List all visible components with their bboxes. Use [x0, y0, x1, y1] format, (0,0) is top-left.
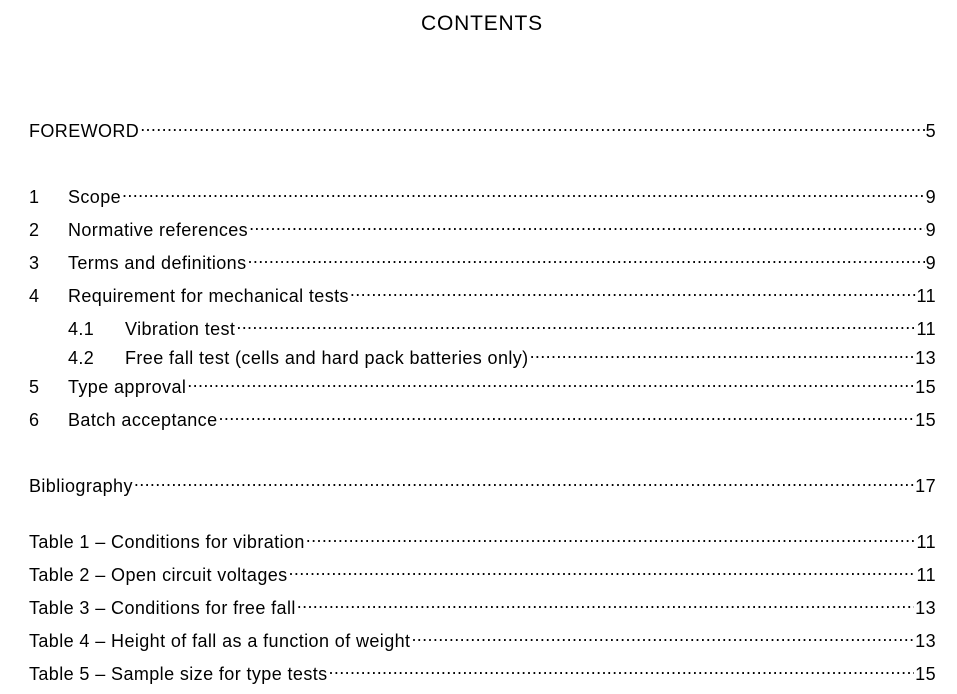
toc-label: Requirement for mechanical tests	[68, 286, 349, 306]
toc-label: Terms and definitions	[68, 253, 247, 273]
toc-entry-foreword[interactable]	[29, 113, 936, 141]
toc-page-number: 13	[915, 631, 936, 651]
toc-page-number: 11	[916, 565, 936, 585]
toc-label: Table 5 – Sample size for type tests	[29, 664, 328, 684]
section-number: 4	[29, 286, 40, 306]
toc-entry-subsection[interactable]	[68, 311, 936, 339]
section-number: 5	[29, 377, 40, 397]
toc-label: Normative references	[68, 220, 249, 240]
toc-entry-section[interactable]	[29, 278, 936, 306]
dot-leader	[140, 113, 924, 137]
dot-leader	[219, 402, 915, 426]
toc-page-number: 11	[916, 286, 936, 306]
toc-page-number: 13	[915, 348, 936, 368]
toc-label: Table 2 – Open circuit voltages	[29, 565, 288, 585]
toc-entry-table[interactable]	[29, 590, 936, 618]
toc-page-number: 5	[925, 121, 936, 141]
toc-page-number: 15	[915, 664, 936, 684]
toc-label: Table 4 – Height of fall as a function of weight	[29, 631, 411, 651]
toc-entry-section[interactable]	[29, 212, 936, 240]
dot-leader	[530, 340, 915, 364]
section-number: 3	[29, 253, 40, 273]
section-number: 4.1	[68, 319, 95, 339]
toc-page-number: 11	[916, 532, 936, 552]
dot-leader	[411, 623, 914, 647]
toc-label: FOREWORD	[29, 121, 140, 141]
toc-entry-section[interactable]	[29, 369, 936, 397]
toc-entry-section[interactable]	[29, 402, 936, 430]
dot-leader	[249, 212, 925, 236]
dot-leader	[134, 468, 914, 492]
toc-entry-table[interactable]	[29, 557, 936, 585]
toc-label: Type approval	[68, 377, 187, 397]
dot-leader	[122, 179, 925, 203]
page-title: CONTENTS	[421, 12, 543, 35]
toc-label: Table 3 – Conditions for free fall	[29, 598, 296, 618]
toc-page-number: 9	[925, 187, 936, 207]
toc-label: Vibration test	[125, 319, 236, 339]
toc-entry-table[interactable]	[29, 656, 936, 684]
toc-entry-section[interactable]	[29, 179, 936, 207]
dot-leader	[306, 524, 916, 548]
dot-leader	[350, 278, 916, 302]
dot-leader	[248, 245, 925, 269]
toc-label: Free fall test (cells and hard pack batteries only)	[125, 348, 529, 368]
section-number: 6	[29, 410, 40, 430]
section-number: 1	[29, 187, 40, 207]
toc-label: Bibliography	[29, 476, 133, 496]
dot-leader	[329, 656, 915, 680]
section-number: 2	[29, 220, 40, 240]
dot-leader	[297, 590, 914, 614]
toc-page-number: 9	[925, 220, 936, 240]
toc-page-number: 13	[915, 598, 936, 618]
toc-entry-section[interactable]	[29, 245, 936, 273]
section-number: 4.2	[68, 348, 95, 368]
toc-entry-table[interactable]	[29, 623, 936, 651]
toc-entry-bibliography[interactable]	[29, 468, 936, 496]
toc-label: Batch acceptance	[68, 410, 218, 430]
toc-entry-table[interactable]	[29, 524, 936, 552]
toc-label: Table 1 – Conditions for vibration	[29, 532, 305, 552]
dot-leader	[289, 557, 916, 581]
toc-page-number: 9	[925, 253, 936, 273]
toc-page-number: 17	[915, 476, 936, 496]
toc-page-number: 11	[916, 319, 936, 339]
toc-page-number: 15	[915, 410, 936, 430]
dot-leader	[236, 311, 915, 335]
toc-entry-subsection[interactable]	[68, 340, 936, 368]
dot-leader	[187, 369, 914, 393]
toc-page-number: 15	[915, 377, 936, 397]
toc-label: Scope	[68, 187, 122, 207]
